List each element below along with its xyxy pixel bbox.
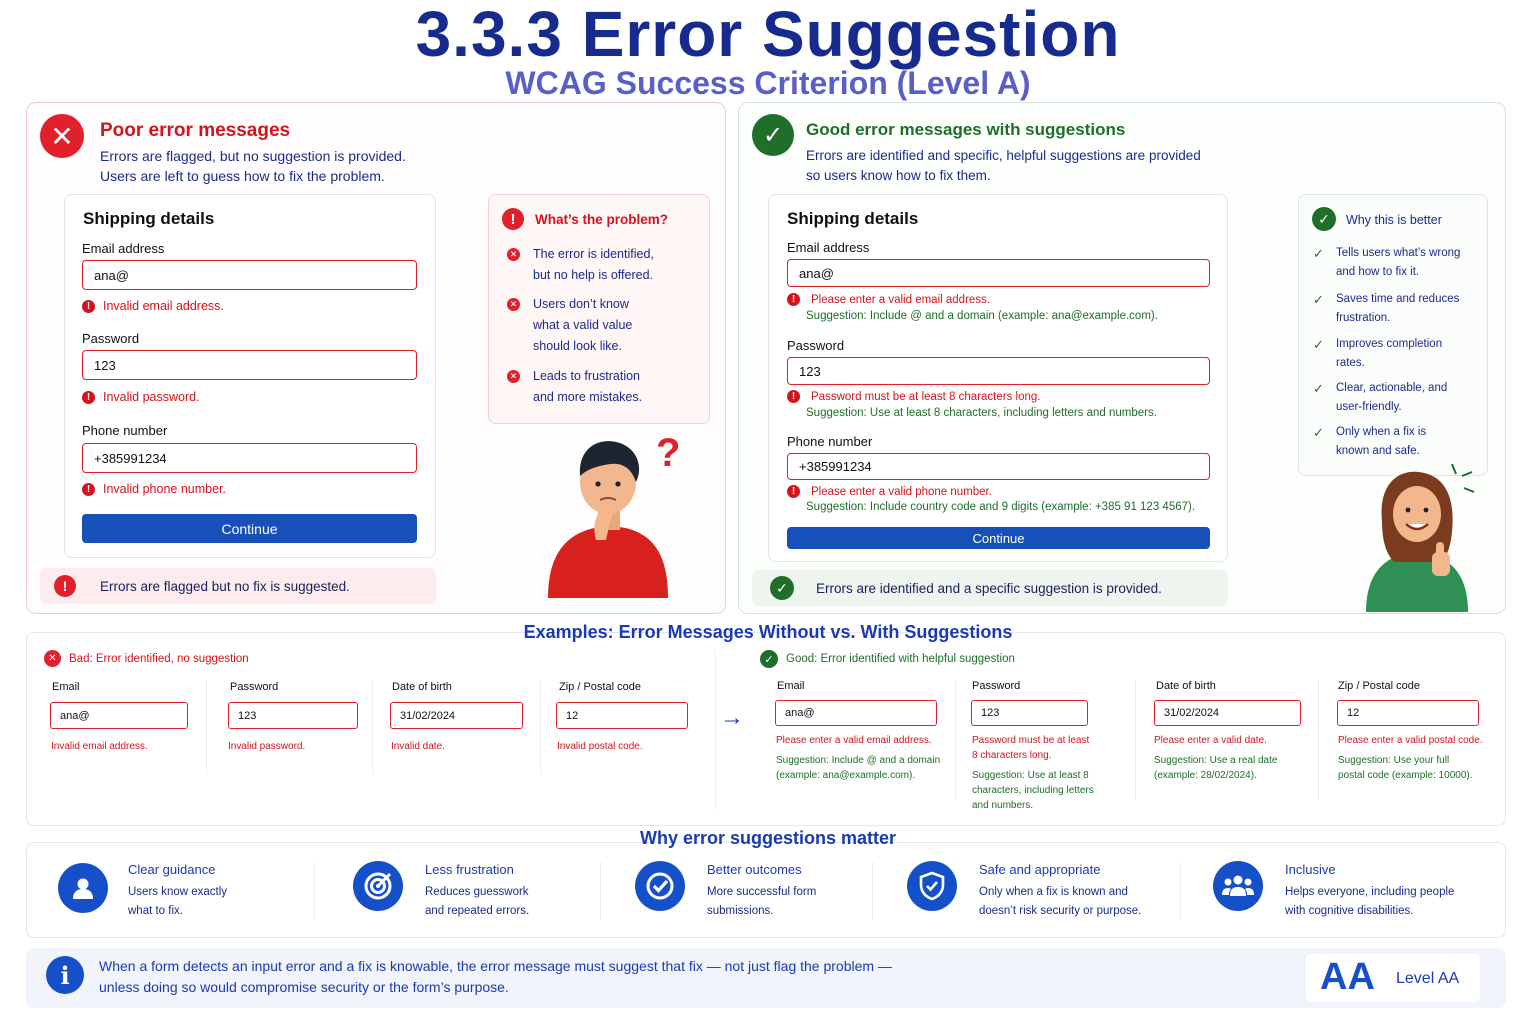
bad-ex-email-input[interactable]: ana@ — [50, 702, 188, 729]
good-email-error — [787, 293, 990, 306]
good-ex-dob-label: Date of birth — [1156, 680, 1216, 692]
x-icon: ✕ — [507, 370, 520, 383]
divider — [206, 680, 207, 774]
divider — [1318, 680, 1319, 800]
poor-password-error — [82, 390, 200, 404]
arrow-right-icon: → — [720, 704, 744, 731]
good-phone-suggestion: Suggestion: Include country code and 9 digits (example: +385 91 123 4567). — [806, 501, 1196, 513]
error-text: Password must be at least 8 characters long. — [811, 390, 1041, 403]
poor-desc-2: Users are left to guess how to fix the problem. — [100, 168, 385, 184]
alert-circle-icon: ! — [54, 575, 76, 597]
level-badge — [1306, 954, 1480, 1002]
poor-phone-error — [82, 482, 226, 496]
bad-ex-zip-label: Zip / Postal code — [559, 681, 641, 693]
confused-person-illustration — [540, 430, 680, 598]
good-ex-dob-error: Please enter a valid date. — [1154, 735, 1267, 746]
bad-ex-dob-input[interactable]: 31/02/2024 — [390, 702, 523, 729]
why-item-4b: user-friendly. — [1336, 401, 1402, 413]
good-continue-button[interactable]: Continue — [787, 527, 1210, 549]
good-phone-label: Phone number — [787, 434, 873, 449]
alert-icon: ! — [787, 293, 800, 306]
examples-title: Examples: Error Messages Without vs. With Suggestions — [523, 622, 1013, 642]
alert-icon: ! — [787, 485, 800, 498]
problem-item-1a: The error is identified, — [533, 247, 654, 261]
page-title: 3.3.3 Error Suggestion — [415, 0, 1121, 70]
good-ex-password-suggestion-2: characters, including letters — [972, 785, 1094, 796]
why-item-5b: known and safe. — [1336, 445, 1420, 457]
info-bar — [26, 948, 1506, 1008]
check-circle-icon: ✓ — [770, 576, 794, 600]
poor-footer-text: Errors are flagged but no fix is suggested. — [100, 578, 350, 594]
check-icon: ✓ — [1313, 381, 1324, 396]
good-desc-2: so users know how to fix them. — [806, 168, 991, 183]
divider — [372, 680, 373, 774]
divider — [600, 862, 601, 920]
good-ex-zip-error: Please enter a valid postal code. — [1338, 735, 1483, 746]
alert-icon: ! — [82, 391, 95, 404]
x-circle-icon: ✕ — [44, 650, 61, 667]
good-ex-password-suggestion-1: Suggestion: Use at least 8 — [972, 770, 1089, 781]
good-desc-1: Errors are identified and specific, helpful suggestions are provided — [806, 148, 1201, 163]
divider — [872, 862, 873, 920]
why-item-title: Safe and appropriate — [979, 862, 1101, 877]
bad-ex-email-label: Email — [52, 681, 80, 693]
shield-icon — [907, 861, 957, 911]
user-icon — [58, 863, 108, 913]
check-icon: ✓ — [1313, 337, 1324, 352]
why-item-desc: More successful form — [707, 886, 817, 898]
error-text: Please enter a valid email address. — [811, 293, 990, 306]
why-item-4a: Clear, actionable, and — [1336, 382, 1448, 394]
poor-password-label: Password — [82, 331, 140, 346]
poor-email-error — [82, 299, 224, 313]
good-email-suggestion: Suggestion: Include @ and a domain (example: ana@example.com). — [806, 310, 1158, 322]
good-ex-password-error-2: 8 characters long. — [972, 750, 1052, 761]
divider — [540, 680, 541, 774]
poor-desc-1: Errors are flagged, but no suggestion is provided. — [100, 148, 406, 164]
check-icon: ✓ — [1313, 292, 1324, 307]
divider — [955, 680, 956, 800]
good-password-suggestion: Suggestion: Use at least 8 characters, including letters and numbers. — [806, 407, 1157, 419]
x-icon: ✕ — [507, 298, 520, 311]
svg-text:?: ? — [656, 431, 680, 475]
form-title: Shipping details — [83, 209, 215, 228]
good-ex-zip-suggestion-2: postal code (example: 10000). — [1338, 770, 1473, 781]
good-password-label: Password — [787, 338, 845, 353]
bad-ex-dob-error: Invalid date. — [391, 741, 445, 752]
good-footer — [752, 570, 1228, 606]
happy-woman-illustration — [1360, 462, 1480, 612]
good-phone-input[interactable]: +385991234 — [787, 453, 1210, 480]
problem-item-2c: should look like. — [533, 339, 622, 353]
info-icon: i — [46, 956, 84, 994]
level-badge-big: AA — [1320, 956, 1375, 998]
why-better-title: Why this is better — [1346, 213, 1442, 227]
why-item-desc: doesn’t risk security or purpose. — [979, 905, 1142, 917]
why-item-desc: Helps everyone, including people — [1285, 886, 1455, 898]
good-ex-password-suggestion-3: and numbers. — [972, 800, 1034, 811]
why-item-desc: Reduces guesswork — [425, 886, 529, 898]
poor-phone-input[interactable]: +385991234 — [82, 443, 417, 473]
poor-title: Poor error messages — [100, 120, 291, 141]
error-text: Please enter a valid phone number. — [811, 485, 992, 498]
bad-ex-password-error: Invalid password. — [228, 741, 306, 752]
alert-circle-icon: ! — [502, 208, 524, 230]
problem-item-2b: what a valid value — [533, 318, 633, 332]
bad-ex-zip-input[interactable]: 12 — [556, 702, 688, 729]
good-example-heading — [760, 650, 1015, 668]
poor-password-input[interactable]: 123 — [82, 350, 417, 380]
group-icon — [1213, 861, 1263, 911]
good-ex-zip-input[interactable]: 12 — [1337, 700, 1479, 726]
why-item-title: Clear guidance — [128, 862, 216, 877]
bad-ex-password-input[interactable]: 123 — [228, 702, 358, 729]
problem-item-3a: Leads to frustration — [533, 369, 641, 383]
heading-text: Bad: Error identified, no suggestion — [69, 652, 249, 665]
check-circle-icon: ✓ — [1312, 207, 1336, 231]
bad-ex-password-label: Password — [230, 681, 279, 693]
why-item-desc: Users know exactly — [128, 886, 228, 898]
good-ex-email-suggestion-1: Suggestion: Include @ and a domain — [776, 755, 941, 766]
form-title: Shipping details — [787, 209, 919, 228]
good-ex-dob-input[interactable]: 31/02/2024 — [1154, 700, 1301, 726]
why-item-5a: Only when a fix is — [1336, 426, 1427, 438]
good-footer-text: Errors are identified and a specific suggestion is provided. — [816, 580, 1162, 596]
problem-item-3b: and more mistakes. — [533, 390, 643, 404]
why-matter-title: Why error suggestions matter — [639, 828, 897, 848]
check-circle-icon: ✓ — [752, 114, 794, 156]
error-text: Invalid phone number. — [103, 482, 227, 496]
alert-icon: ! — [82, 483, 95, 496]
good-email-label: Email address — [787, 240, 870, 255]
why-item-desc: submissions. — [707, 905, 774, 917]
why-item-title: Inclusive — [1285, 862, 1336, 877]
why-item-3a: Improves completion — [1336, 338, 1443, 350]
error-x-icon: ✕ — [40, 114, 84, 158]
poor-footer — [40, 568, 436, 604]
good-ex-email-error: Please enter a valid email address. — [776, 735, 932, 746]
why-item-1a: Tells users what’s wrong — [1336, 247, 1461, 259]
bad-example-heading — [44, 650, 249, 667]
good-ex-zip-suggestion-1: Suggestion: Use your full — [1338, 755, 1450, 766]
check-circle-icon — [635, 861, 685, 911]
divider — [715, 650, 716, 810]
divider — [1135, 680, 1136, 800]
info-text-2: unless doing so would compromise security or the form’s purpose. — [99, 979, 509, 995]
why-item-title: Better outcomes — [707, 862, 802, 877]
why-item-desc: with cognitive disabilities. — [1285, 905, 1414, 917]
why-item-desc: and repeated errors. — [425, 905, 530, 917]
poor-email-label: Email address — [82, 241, 165, 256]
good-ex-email-input[interactable]: ana@ — [775, 700, 937, 726]
alert-icon: ! — [82, 300, 95, 313]
level-badge-label: Level AA — [1396, 970, 1460, 987]
good-ex-email-label: Email — [777, 680, 805, 692]
why-item-2a: Saves time and reduces — [1336, 293, 1460, 305]
good-password-error — [787, 390, 1040, 403]
poor-phone-label: Phone number — [82, 423, 168, 438]
why-item-1b: and how to fix it. — [1336, 266, 1420, 278]
check-circle-icon: ✓ — [760, 650, 778, 668]
problem-item-1b: but no help is offered. — [533, 268, 653, 282]
good-ex-password-error-1: Password must be at least — [972, 735, 1090, 746]
divider — [1180, 862, 1181, 920]
problem-item-2a: Users don’t know — [533, 297, 629, 311]
page-subtitle: WCAG Success Criterion (Level A) — [505, 65, 1031, 101]
poor-email-input[interactable]: ana@ — [82, 260, 417, 290]
good-ex-email-suggestion-2: (example: ana@example.com). — [776, 770, 916, 781]
good-title: Good error messages with suggestions — [806, 120, 1126, 139]
why-item-desc: what to fix. — [128, 905, 183, 917]
heading-text: Good: Error identified with helpful suggestion — [786, 653, 1015, 665]
check-icon: ✓ — [1313, 425, 1324, 440]
good-ex-password-input[interactable]: 123 — [971, 700, 1088, 726]
problem-title: What’s the problem? — [535, 212, 669, 227]
divider — [314, 862, 315, 920]
good-password-input[interactable]: 123 — [787, 357, 1210, 385]
bad-ex-email-error: Invalid email address. — [51, 741, 148, 752]
good-ex-password-label: Password — [972, 680, 1021, 692]
good-email-input[interactable]: ana@ — [787, 259, 1210, 287]
why-item-title: Less frustration — [425, 862, 514, 877]
good-ex-dob-suggestion-2: (example: 28/02/2024). — [1154, 770, 1257, 781]
why-item-2b: frustration. — [1336, 312, 1391, 324]
good-phone-error — [787, 485, 992, 498]
x-icon: ✕ — [507, 248, 520, 261]
why-item-3b: rates. — [1336, 357, 1365, 369]
bad-ex-dob-label: Date of birth — [392, 681, 452, 693]
why-item-desc: Only when a fix is known and — [979, 886, 1128, 898]
check-icon: ✓ — [1313, 246, 1324, 261]
good-ex-dob-suggestion-1: Suggestion: Use a real date — [1154, 755, 1278, 766]
error-text: Invalid password. — [103, 390, 200, 404]
error-text: Invalid email address. — [103, 299, 224, 313]
good-ex-zip-label: Zip / Postal code — [1338, 680, 1420, 692]
target-icon — [353, 861, 403, 911]
poor-continue-button[interactable]: Continue — [82, 514, 417, 543]
alert-icon: ! — [787, 390, 800, 403]
bad-ex-zip-error: Invalid postal code. — [557, 741, 643, 752]
info-text-1: When a form detects an input error and a fix is knowable, the error message must suggest that fix — not just flag the problem — — [99, 958, 892, 974]
